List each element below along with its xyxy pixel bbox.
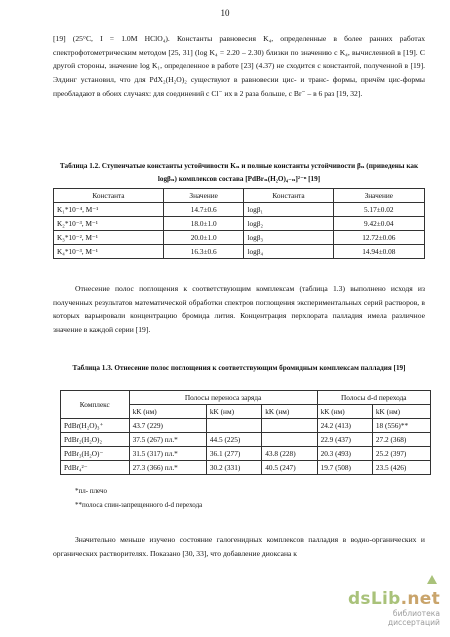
cell-band: 23.5 (426) xyxy=(372,461,430,475)
table-2-caption: Таблица 1.3. Отнесение полос поглощения к соответствующим бромидным комплексам палладия [19] xyxy=(72,364,406,372)
cell-overall-constant: logβ₄ xyxy=(244,245,333,259)
header-charge-transfer: Полосы переноса заряда xyxy=(129,391,317,405)
paragraph-1 xyxy=(53,32,425,101)
subheader-kk-nm: kK (нм) xyxy=(206,405,261,419)
cell-band: 19.7 (508) xyxy=(317,461,372,475)
watermark-subtitle: библиотека диссертаций xyxy=(387,609,440,627)
subheader-kk-nm: kK (нм) xyxy=(317,405,372,419)
page-number: 10 xyxy=(220,8,230,18)
dslib-logo xyxy=(340,569,440,609)
cell-band: 40.5 (247) xyxy=(262,461,317,475)
table-row xyxy=(61,461,431,475)
cell-band: 18 (556)** xyxy=(372,419,430,433)
table-row xyxy=(61,433,431,447)
paragraph-2 xyxy=(53,282,425,337)
table-row xyxy=(54,231,425,245)
cell-band xyxy=(262,419,317,433)
cell-value: 16.3±0.6 xyxy=(163,245,244,259)
cell-band: 31.5 (317) пл.* xyxy=(129,447,206,461)
cell-stepwise-constant: K₄*10⁻³, М⁻¹ xyxy=(54,245,164,259)
table-row xyxy=(54,245,425,259)
footnote-shoulder: *пл- плечо xyxy=(75,487,108,495)
header-value: Значение xyxy=(333,189,424,203)
cell-band xyxy=(206,419,261,433)
cell-overall-constant: logβ₂ xyxy=(244,217,333,231)
cell-value: 5.17±0.02 xyxy=(333,203,424,217)
table-stability-constants xyxy=(53,188,425,259)
table-header-row xyxy=(54,189,425,203)
cell-value: 20.0±1.0 xyxy=(163,231,244,245)
cell-band xyxy=(262,433,317,447)
cell-band: 24.2 (413) xyxy=(317,419,372,433)
table-header-row xyxy=(61,391,431,405)
paragraph-3-text: Значительно меньше изучено состояние галогенидных комплексов палладия в водно-органических и органических растворителях. Показано [30, 33], что добавление диоксана к xyxy=(53,535,425,558)
header-value: Значение xyxy=(163,189,244,203)
subheader-kk-nm: kK (нм) xyxy=(262,405,317,419)
cell-value: 18.0±1.0 xyxy=(163,217,244,231)
cell-complex: PdBr(H₂O)₃⁺ xyxy=(61,419,130,433)
table-band-assignment xyxy=(60,390,431,475)
cell-band: 36.1 (277) xyxy=(206,447,261,461)
cell-band: 30.2 (331) xyxy=(206,461,261,475)
cell-value: 14.7±0.6 xyxy=(163,203,244,217)
subheader-kk-nm: kK (нм) xyxy=(372,405,430,419)
cell-band: 43.8 (228) xyxy=(262,447,317,461)
cell-band: 27.2 (368) xyxy=(372,433,430,447)
cell-band: 27.3 (366) пл.* xyxy=(129,461,206,475)
header-constant: Константа xyxy=(54,189,164,203)
cell-stepwise-constant: K₃*10⁻², М⁻¹ xyxy=(54,231,164,245)
table-row xyxy=(61,447,431,461)
footnote-spin-forbidden: **полоса спин-запрещенного d-d перехода xyxy=(75,501,203,509)
cell-value: 14.94±0.08 xyxy=(333,245,424,259)
cell-value: 12.72±0.06 xyxy=(333,231,424,245)
cell-band: 22.9 (437) xyxy=(317,433,372,447)
table-row xyxy=(61,419,431,433)
cell-stepwise-constant: K₂*10⁻³, М⁻¹ xyxy=(54,217,164,231)
logo-tld: .net xyxy=(400,589,440,609)
subheader-kk-nm: kK (нм) xyxy=(129,405,206,419)
paragraph-1-text: [19] (25°C, I = 1.0M HClO₄). Константы равновесия K₄, определенные в более ранних работах спектрофотометрическим методом [25, 31] (log K₄ = 2.20 – 2.30) близки по значению с K₄, вычисленной в [19]. С другой стороны, значение log K₁, определенное в работе [23] (4.37) не сходится с константой, полученной в [19]. Элдинг установил, что для PdX₂(H₂O)₂ существуют в равновесии цис- и транс- формы, причём цис-формы преобладают в обоих случаях: для соединений с Cl⁻ их в 2 раза больше, с Br⁻ – в 6 раз [19, 32]. xyxy=(53,34,425,98)
logo-main: dsLib xyxy=(347,589,401,609)
header-constant: Константа xyxy=(244,189,333,203)
cell-complex: PdBr₃(H₂O)⁻ xyxy=(61,447,130,461)
cell-value: 9.42±0.04 xyxy=(333,217,424,231)
header-dd-transition: Полосы d-d перехода xyxy=(317,391,430,405)
cell-band: 37.5 (267) пл.* xyxy=(129,433,206,447)
book-icon xyxy=(427,575,437,584)
cell-complex: PdBr₄²⁻ xyxy=(61,461,130,475)
table-row xyxy=(54,203,425,217)
header-complex: Комплекс xyxy=(61,391,130,419)
cell-band: 44.5 (225) xyxy=(206,433,261,447)
cell-band: 25.2 (397) xyxy=(372,447,430,461)
cell-overall-constant: logβ₃ xyxy=(244,231,333,245)
cell-overall-constant: logβ₁ xyxy=(244,203,333,217)
table-1-caption: Таблица 1.2. Ступенчатые константы устойчивости Kₙ и полные константы устойчивости βₙ (приведены как logβₙ) комплексов состава [PdBrₙ(H₂O)₄₋ₙ]²⁻ⁿ [19] xyxy=(59,162,419,183)
paragraph-3 xyxy=(53,533,425,560)
cell-stepwise-constant: K₁*10⁻⁴, М⁻¹ xyxy=(54,203,164,217)
dslib-watermark xyxy=(340,569,440,627)
cell-band: 20.3 (493) xyxy=(317,447,372,461)
table-row xyxy=(54,217,425,231)
cell-complex: PdBr₂(H₂O)₂ xyxy=(61,433,130,447)
cell-band: 43.7 (229) xyxy=(129,419,206,433)
paragraph-2-text: Отнесение полос поглощения к соответствующим комплексам (таблица 1.3) выполнено исходя из полученных результатов математической обработки спектров поглощения экспериментальных серий растворов, в которых варьировали концентрацию бромида лития. Концентрация перхлората палладия имела различное значение в каждой серии [19]. xyxy=(53,284,425,335)
